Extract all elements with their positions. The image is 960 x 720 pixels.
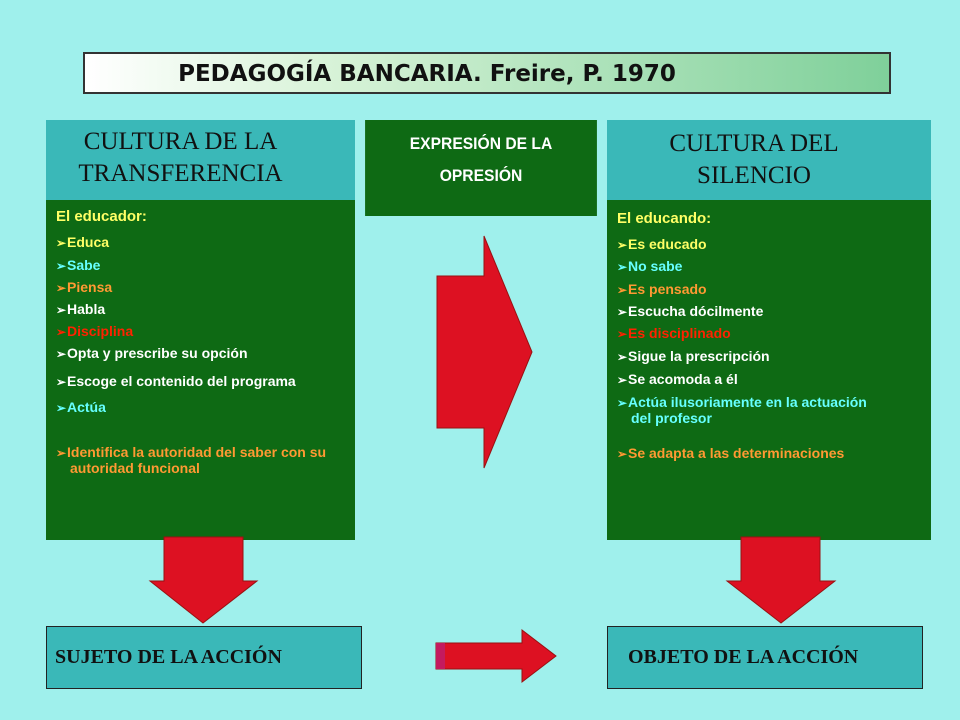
object-of-action-label: OBJETO DE LA ACCIÓN xyxy=(628,646,859,668)
bullet-arrow-icon: ➢ xyxy=(56,446,67,460)
list-item-text: Escucha dócilmente xyxy=(628,303,764,319)
bottom-right-arrow-shape xyxy=(436,630,556,682)
bullet-arrow-icon: ➢ xyxy=(617,260,628,274)
bullet-arrow-icon: ➢ xyxy=(56,325,67,339)
bottom-arrow-tail xyxy=(436,643,445,669)
bullet-arrow-icon: ➢ xyxy=(56,347,67,361)
middle-header-line1: EXPRESIÓN DE LA xyxy=(409,134,553,153)
list-item-text: Es pensado xyxy=(628,281,707,297)
list-item-continuation: del profesor xyxy=(631,410,712,426)
list-item-text: Es educado xyxy=(628,236,707,252)
right-header-line2: SILENCIO xyxy=(697,162,811,189)
list-item-text: Disciplina xyxy=(67,323,134,339)
right-header-line1: CULTURA DEL xyxy=(669,130,839,157)
bullet-arrow-icon: ➢ xyxy=(56,281,67,295)
bullet-arrow-icon: ➢ xyxy=(56,259,67,273)
list-item-text: Escoge el contenido del programa xyxy=(67,373,296,389)
bullet-arrow-icon: ➢ xyxy=(617,238,628,252)
left-down-arrow-shape xyxy=(150,537,257,623)
bullet-arrow-icon: ➢ xyxy=(56,303,67,317)
list-item-text: Sabe xyxy=(67,257,101,273)
left-header-line1: CULTURA DE LA xyxy=(83,128,278,155)
object-of-action-box xyxy=(607,626,923,689)
list-item-text: Se acomoda a él xyxy=(628,371,738,387)
bullet-arrow-icon: ➢ xyxy=(617,327,628,341)
middle-header-line2: OPRESIÓN xyxy=(439,166,523,185)
list-item-text: Se adapta a las determinaciones xyxy=(628,445,845,461)
list-item-text: Habla xyxy=(67,301,106,317)
educand-title: El educando: xyxy=(617,210,712,227)
list-item-continuation: autoridad funcional xyxy=(70,460,200,476)
bullet-arrow-icon: ➢ xyxy=(56,236,67,250)
bullet-arrow-icon: ➢ xyxy=(56,401,67,415)
subject-of-action-box xyxy=(46,626,362,689)
list-item-text: Es disciplinado xyxy=(628,325,731,341)
educator-title: El educador: xyxy=(56,208,147,225)
bullet-arrow-icon: ➢ xyxy=(617,396,628,410)
bullet-arrow-icon: ➢ xyxy=(617,305,628,319)
bullet-arrow-icon: ➢ xyxy=(617,447,628,461)
list-item-text: Piensa xyxy=(67,279,113,295)
bullet-arrow-icon: ➢ xyxy=(617,373,628,387)
list-item-text: No sabe xyxy=(628,258,683,274)
page-title: PEDAGOGÍA BANCARIA. Freire, P. 1970 xyxy=(178,61,676,87)
bullet-arrow-icon: ➢ xyxy=(617,283,628,297)
bullet-arrow-icon: ➢ xyxy=(56,375,67,389)
center-arrow-shape xyxy=(437,236,532,468)
list-item-text: Opta y prescribe su opción xyxy=(67,345,248,361)
list-item-text: Identifica la autoridad del saber con su xyxy=(67,444,327,460)
subject-of-action-label: SUJETO DE LA ACCIÓN xyxy=(55,646,282,668)
right-down-arrow-shape xyxy=(727,537,835,623)
list-item-text: Sigue la prescripción xyxy=(628,348,770,364)
bullet-arrow-icon: ➢ xyxy=(617,350,628,364)
list-item-text: Actúa xyxy=(67,399,106,415)
list-item-text: Educa xyxy=(67,234,110,250)
list-item-text: Actúa ilusoriamente en la actuación xyxy=(628,394,867,410)
left-header-line2: TRANSFERENCIA xyxy=(78,160,283,187)
